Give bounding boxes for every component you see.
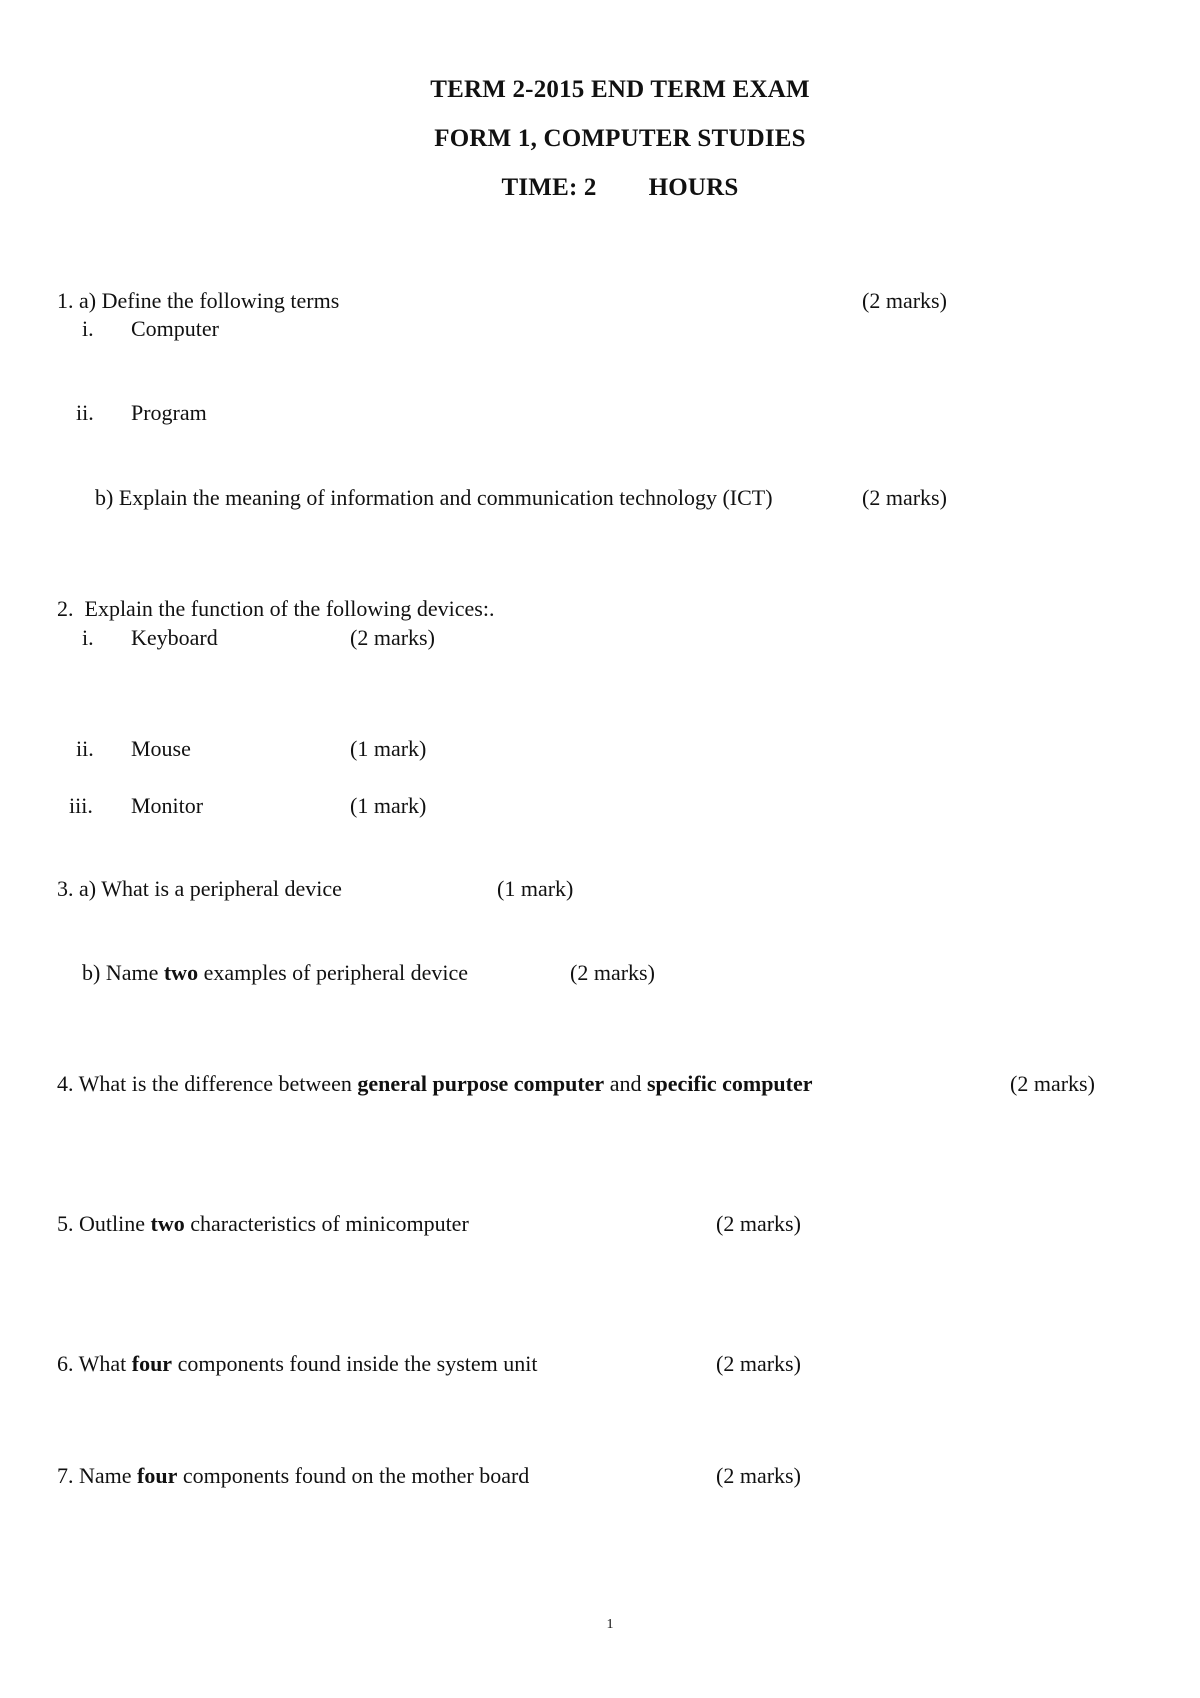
q3b-marks: (2 marks) bbox=[570, 960, 655, 985]
time-unit: HOURS bbox=[648, 174, 739, 201]
q6-marks: (2 marks) bbox=[716, 1351, 801, 1376]
q1b-marks: (2 marks) bbox=[862, 485, 947, 510]
q2-text: 2. Explain the function of the following devices:. bbox=[57, 596, 495, 621]
q1a-text: 1. a) Define the following terms bbox=[57, 288, 340, 313]
q2-item-num: iii. bbox=[69, 793, 93, 818]
page-number: 1 bbox=[606, 1617, 614, 1632]
q2-item-num: i. bbox=[82, 625, 94, 650]
q5-marks: (2 marks) bbox=[716, 1211, 801, 1236]
q4-text: 4. What is the difference between general purpose computer and specific computer bbox=[57, 1071, 813, 1096]
q7-text: 7. Name four components found on the mother board bbox=[57, 1463, 530, 1488]
q3a-text: 3. a) What is a peripheral device bbox=[57, 876, 342, 901]
q3b-text: b) Name two examples of peripheral device bbox=[82, 960, 469, 985]
q1-item-ii-num: ii. bbox=[76, 400, 94, 425]
q5-text: 5. Outline two characteristics of minicomputer bbox=[57, 1211, 469, 1236]
q1a-marks: (2 marks) bbox=[862, 288, 947, 313]
q2-item-marks: (1 mark) bbox=[350, 736, 427, 761]
exam-title: TERM 2-2015 END TERM EXAM bbox=[430, 76, 810, 103]
q1-item-i-text: Computer bbox=[131, 316, 219, 341]
q2-item-label: Keyboard bbox=[131, 625, 218, 650]
q2-item-marks: (1 mark) bbox=[350, 793, 427, 818]
q7-marks: (2 marks) bbox=[716, 1463, 801, 1488]
exam-time bbox=[0, 174, 1200, 202]
exam-subtitle: FORM 1, COMPUTER STUDIES bbox=[434, 125, 806, 152]
q1-item-ii-text: Program bbox=[131, 400, 207, 425]
q2-item-marks: (2 marks) bbox=[350, 625, 435, 650]
q1-item-i-num: i. bbox=[82, 316, 94, 341]
q3a-marks: (1 mark) bbox=[497, 876, 574, 901]
q4-marks: (2 marks) bbox=[1010, 1071, 1095, 1096]
time-label: TIME: 2 bbox=[501, 174, 597, 201]
q2-item-label: Mouse bbox=[131, 736, 191, 761]
q2-item-num: ii. bbox=[76, 736, 94, 761]
q1b-text: b) Explain the meaning of information and communication technology (ICT) bbox=[95, 485, 773, 510]
q6-text: 6. What four components found inside the system unit bbox=[57, 1351, 538, 1376]
q2-item-label: Monitor bbox=[131, 793, 204, 818]
